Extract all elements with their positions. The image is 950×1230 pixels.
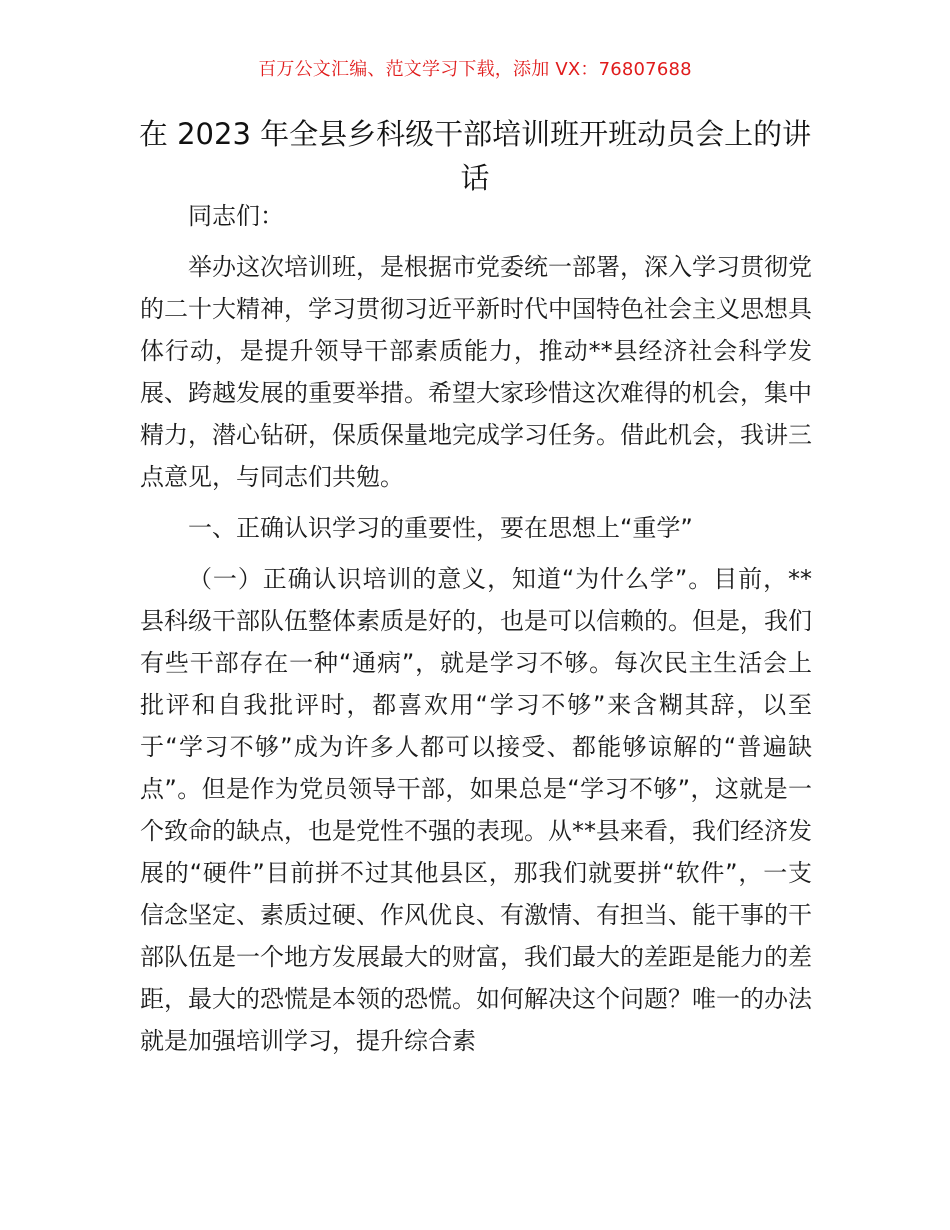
document-body [140, 195, 812, 1062]
section-heading-1: 一、正确认识学习的重要性，要在思想上“重学” [188, 514, 693, 542]
paragraph-section-1-1: （一）正确认识培训的意义，知道“为什么学”。目前，**县科级干部队伍整体素质是好的，也是可以信赖的。但是，我们有些干部存在一种“通病”，就是学习不够。每次民主生活会上批评和自我批评时，都喜欢用“学习不够”来含糊其辞，以至于“学习不够”成为许多人都可以接受、都能够谅解的“普遍缺点”。但是作为党员领导干部，如果总是“学习不够”，这就是一个致命的缺点，也是党性不强的表现。从**县来看，我们经济发展的“硬件”目前拼不过其他县区，那我们就要拼“软件”，一支信念坚定、素质过硬、作风优良、有激情、有担当、能干事的干部队伍是一个地方发展最大的财富，我们最大的差距是能力的差距，最大的恐慌是本领的恐慌。如何解决这个问题？唯一的办法就是加强培训学习，提升综合素 [140, 565, 812, 1055]
document-title: 在 2023 年全县乡科级干部培训班开班动员会上的讲话 [138, 117, 812, 195]
salutation: 同志们： [188, 202, 284, 230]
paragraph-intro: 举办这次培训班，是根据市党委统一部署，深入学习贯彻党的二十大精神，学习贯彻习近平新时代中国特色社会主义思想具体行动，是提升领导干部素质能力，推动**县经济社会科学发展、跨越发展的重要举措。希望大家珍惜这次难得的机会，集中精力，潜心钻研，保质保量地完成学习任务。借此机会，我讲三点意见，与同志们共勉。 [140, 253, 812, 491]
header-note: 百万公文汇编、范文学习下载，添加 VX：76807688 [258, 59, 692, 80]
